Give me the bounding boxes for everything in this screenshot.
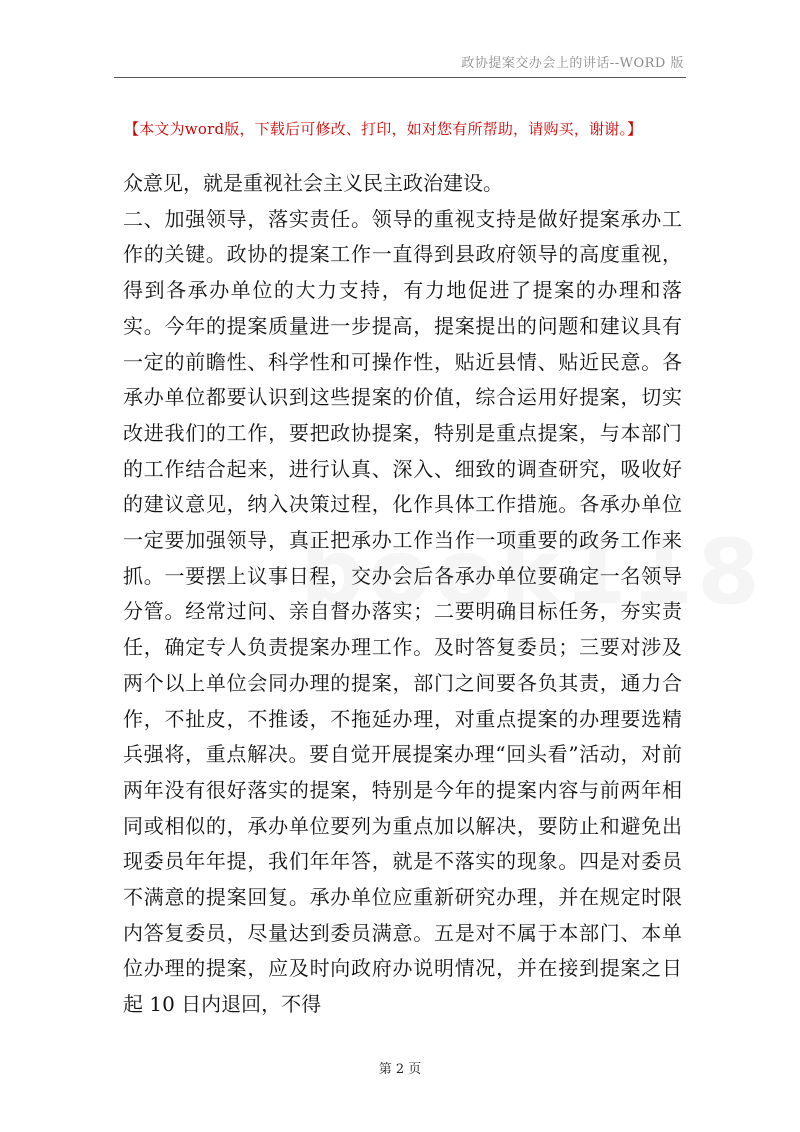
document-header-title: 政协提案交办会上的讲话--WORD 版: [461, 56, 684, 71]
header-divider: [114, 77, 686, 78]
page-number: 第 2 页: [378, 1062, 422, 1077]
body-paragraph: 众意见，就是重视社会主义民主政治建设。: [123, 171, 503, 195]
purchase-notice: 【本文为word版，下载后可修改、打印，如对您有所帮助，请购买，谢谢。】: [124, 120, 643, 138]
document-body: [123, 166, 682, 1023]
body-paragraph: 二、加强领导，落实责任。领导的重视支持是做好提案承办工作的关键。政协的提案工作一直得到县政府领导的高度重视，得到各承办单位的大力支持，有力地促进了提案的办理和落实。今年的提案质量进一步提高，提案提出的问题和建议具有一定的前瞻性、科学性和可操作性，贴近县情、贴近民意。各承办单位都要认识到这些提案的价值，综合运用好提案，切实改进我们的工作，要把政协提案，特别是重点提案，与本部门的工作结合起来，进行认真、深入、细致的调查研究，吸收好的建议意见，纳入决策过程，化作具体工作措施。各承办单位一定要加强领导，真正把承办工作当作一项重要的政务工作来抓。一要摆上议事日程，交办会后各承办单位要确定一名领导分管。经常过问、亲自督办落实；二要明确目标任务，夯实责任，确定专人负责提案办理工作。及时答复委员；三要对涉及两个以上单位会同办理的提案，部门之间要各负其责，通力合作，不扯皮，不推诿，不拖延办理，对重点提案的办理要选精兵强将，重点解决。要自觉开展提案办理“回头看”活动，对前两年没有很好落实的提案，特别是今年的提案内容与前两年相同或相似的，承办单位要列为重点加以解决，要防止和避免出现委员年年提，我们年年答，就是不落实的现象。四是对委员不满意的提案回复。承办单位应重新研究办理，并在规定时限内答复委员，尽量达到委员满意。五是对不属于本部门、本单位办理的提案，应及时向政府办说明情况，并在接到提案之日起 10 日内退回，不得: [123, 206, 682, 1017]
